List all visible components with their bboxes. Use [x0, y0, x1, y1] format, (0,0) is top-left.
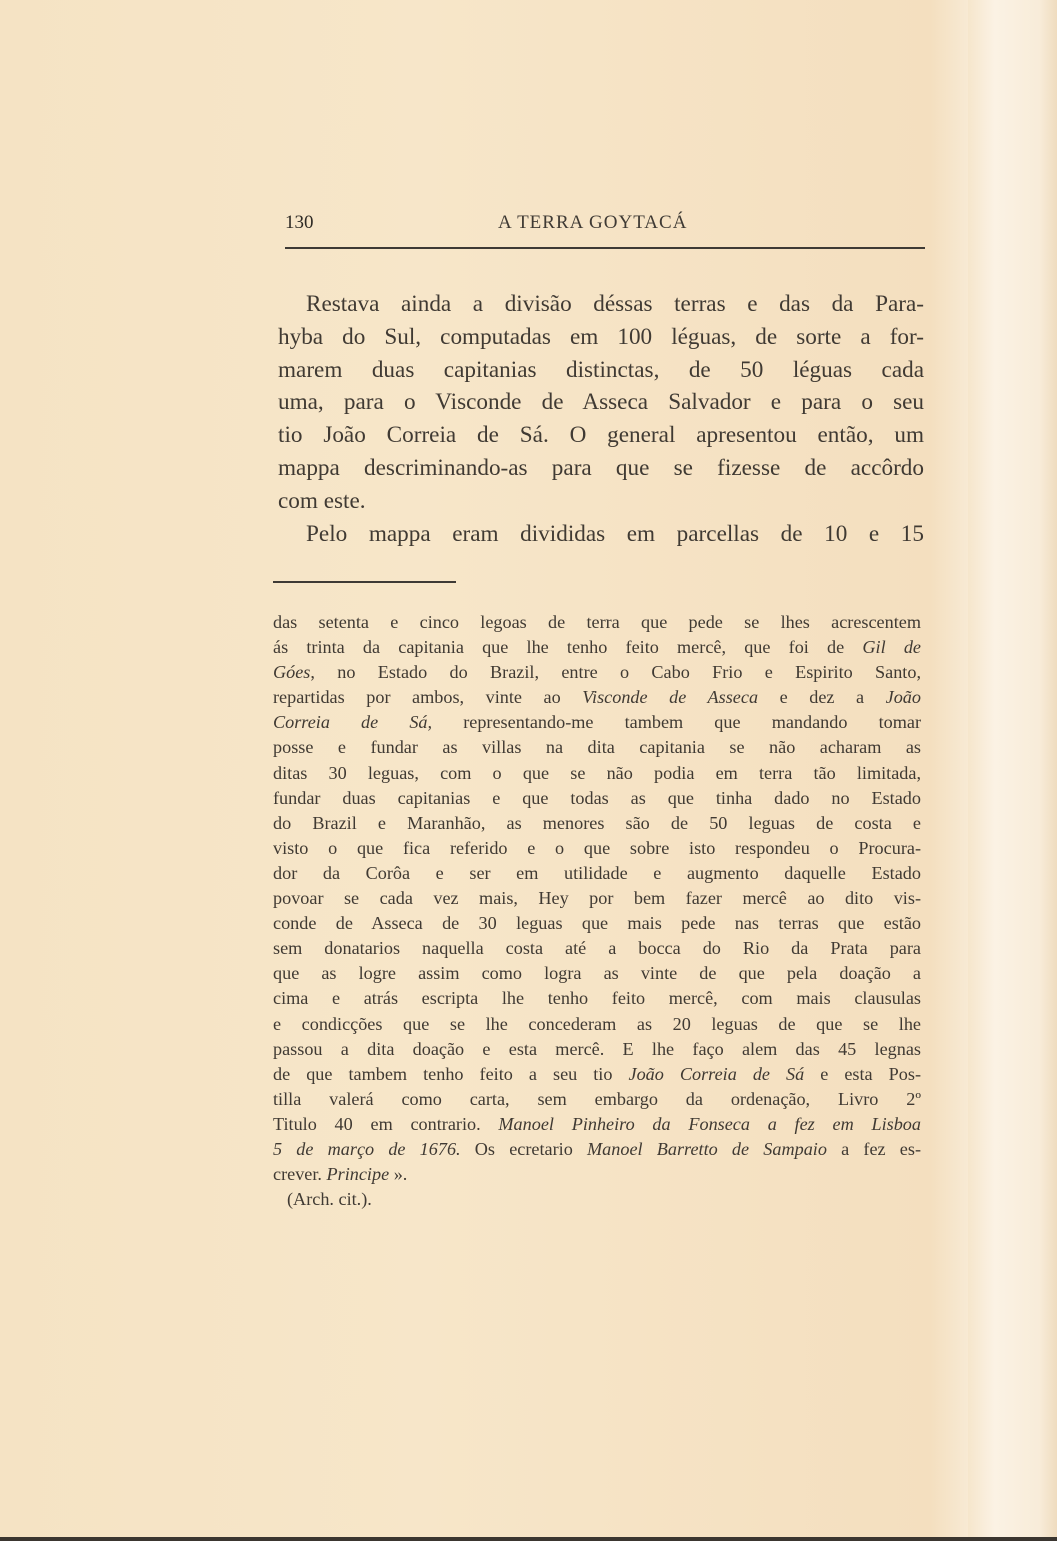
italic-name: Manoel Barretto de Sampaio: [587, 1138, 827, 1159]
header-rule: [285, 247, 925, 249]
text-line: hyba do Sul, computadas em 100 léguas, de sorte a for-: [278, 323, 924, 350]
text-segment: repartidas por ambos, vinte ao: [273, 687, 583, 708]
text-segment: ás trinta da capitania que lhe tenho feito mercê, que foi de: [273, 637, 863, 658]
italic-name: João: [885, 687, 921, 708]
paragraph-2: [278, 518, 924, 551]
text-line: marem duas capitanias distinctas, de 50 léguas cada: [278, 356, 924, 383]
text-line: mappa descriminando-as para que se fizesse de accôrdo: [278, 454, 924, 481]
citation: (Arch. cit.).: [287, 1189, 372, 1210]
footnote-line: [273, 1137, 921, 1162]
text-line: uma, para o Visconde de Asseca Salvador e para o seu: [278, 389, 924, 416]
text-line: Pelo mappa eram divididas em parcellas de 10 e 15: [306, 520, 924, 547]
page-bottom-edge: [0, 1537, 1057, 1541]
running-title: A TERRA GOYTACÁ: [498, 212, 688, 233]
text-line: Restava ainda a divisão déssas terras e das da Para-: [306, 291, 924, 317]
italic-name: Correia de Sá,: [273, 712, 433, 733]
footnote-line: sem donatarios naquella costa até a bocca do Rio da Prata para: [273, 938, 921, 959]
text-segment: ».: [389, 1164, 408, 1185]
footnote-rule: [273, 581, 456, 583]
italic-name: Gil de: [862, 637, 921, 658]
text-segment: Titulo 40 em contrario.: [273, 1113, 499, 1134]
text-segment: de que tambem tenho feito a seu tio: [273, 1063, 629, 1084]
text-segment: representando-me tambem que mandando tomar: [432, 712, 921, 733]
italic-name: Góes: [273, 662, 311, 683]
text-segment: Os ecretario: [460, 1138, 588, 1159]
body-text: [278, 288, 924, 550]
footnote-line: visto o que fica referido e o que sobre isto respondeu o Procura-: [273, 837, 921, 858]
text-line: com este.: [278, 487, 366, 514]
footnote-line: e condicções que se lhe concederam as 20 leguas de que se lhe: [273, 1013, 921, 1034]
text-segment: e dez a: [758, 687, 886, 708]
footnote-line: conde de Asseca de 30 leguas que mais pede nas terras que estão: [273, 913, 921, 934]
footnote: [273, 610, 921, 1212]
page-edge: [968, 0, 1057, 1541]
footnote-line: [273, 1112, 921, 1137]
italic-name: Manoel Pinheiro da Fonseca a fez em Lisboa: [498, 1113, 921, 1134]
footnote-line: [273, 1062, 921, 1087]
footnote-line: ditas 30 leguas, com o que se não podia em terra tão limitada,: [273, 762, 921, 783]
page-number: 130: [285, 212, 314, 233]
text-segment: crever.: [273, 1164, 327, 1185]
footnote-paragraph: [273, 610, 921, 1187]
footnote-line: [273, 660, 921, 685]
footnote-line: [273, 685, 921, 710]
footnote-line: das setenta e cinco legoas de terra que pede se lhes acrescentem: [273, 612, 921, 632]
text-segment: e esta Pos-: [804, 1063, 921, 1084]
paragraph-1: [278, 288, 924, 518]
italic-name: João Correia de Sá: [628, 1063, 805, 1084]
italic-name: Principe: [326, 1164, 390, 1185]
footnote-line: povoar se cada vez mais, Hey por bem fazer mercê ao dito vis-: [273, 888, 921, 909]
footnote-line: tilla valerá como carta, sem embargo da ordenação, Livro 2º: [273, 1088, 921, 1109]
page-header: [285, 212, 925, 238]
footnote-line: [273, 710, 921, 735]
footnote-line: que as logre assim como logra as vinte de que pela doação a: [273, 963, 921, 984]
text-segment: , no Estado do Brazil, entre o Cabo Frio e Espirito Santo,: [310, 662, 921, 683]
footnote-line: fundar duas capitanias e que todas as que tinha dado no Estado: [273, 787, 921, 808]
italic-date: 5 de março de 1676.: [273, 1138, 461, 1159]
footnote-line: cima e atrás escripta lhe tenho feito mercê, com mais clausulas: [273, 988, 921, 1009]
footnote-line: [273, 635, 921, 660]
footnote-line: dor da Corôa e ser em utilidade e augmento daquelle Estado: [273, 862, 921, 883]
footnote-line: posse e fundar as villas na dita capitania se não acharam as: [273, 737, 921, 758]
footnote-line: do Brazil e Maranhão, as menores são de 50 leguas de costa e: [273, 812, 921, 833]
text-line: tio João Correia de Sá. O general apresentou então, um: [278, 422, 924, 449]
italic-name: Visconde de Asseca: [582, 687, 759, 708]
footnote-line: passou a dita doação e esta mercê. E lhe faço alem das 45 legnas: [273, 1038, 921, 1059]
footnote-line: [273, 1162, 921, 1187]
text-segment: a fez es-: [826, 1138, 921, 1159]
